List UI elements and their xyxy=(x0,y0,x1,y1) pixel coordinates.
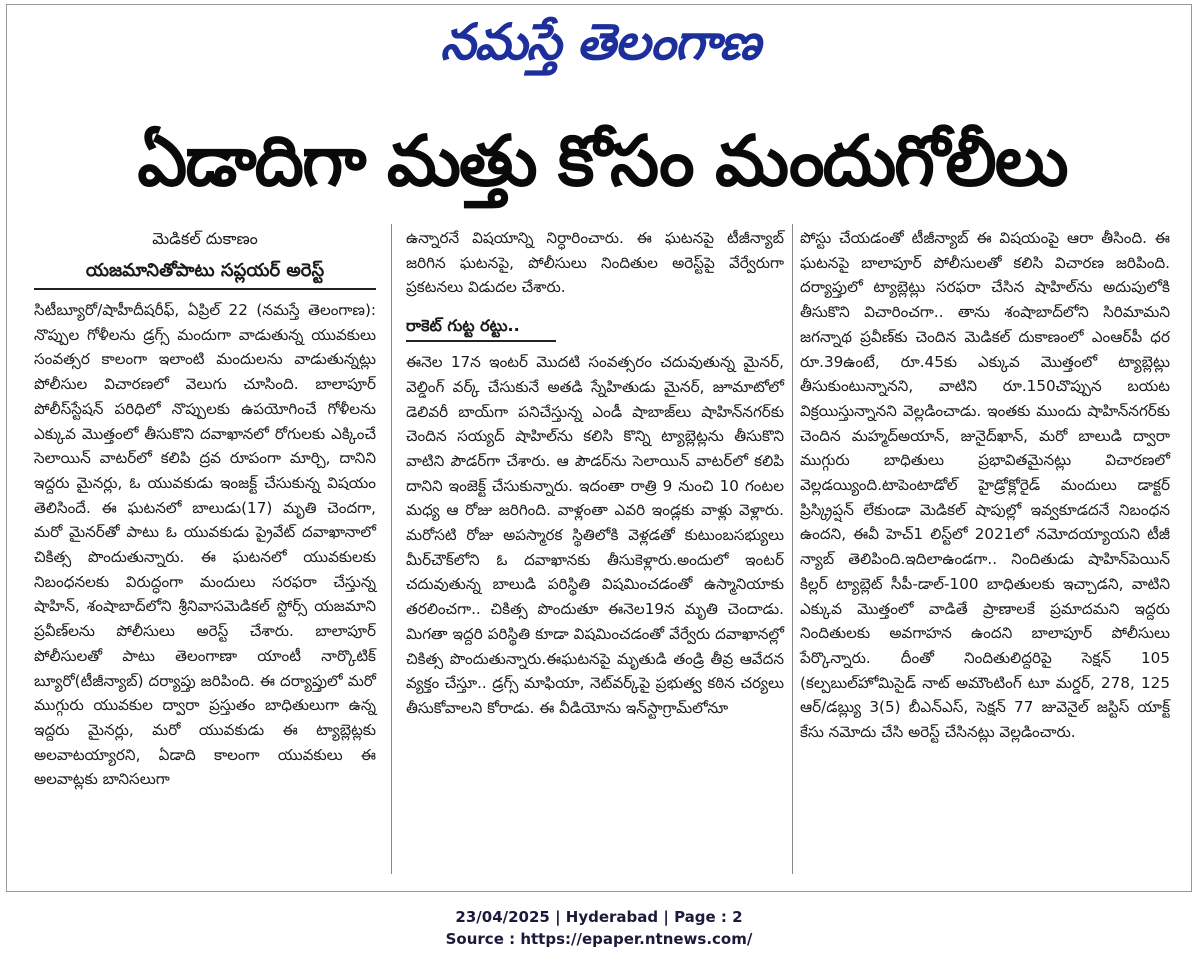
masthead xyxy=(7,5,1193,79)
article-paragraph: ఈనెల 17న ఇంటర్ మొదటి సంవత్సరం చదువుతున్న మైనర్, వెల్డింగ్ వర్క్ చేసుకునే అతడి స్నేహితుడు మైనర్, జూమాటోలో డెలివరీ బాయ్‌గా పనిచేస్తున్న ఎండీ షాబాజ్‌లు షాహిన్‌నగర్‌కు చెందిన సయ్యద్ షాహిల్‌ను కలిసి కొన్ని ట్యాబ్లెట్లను తీసుకొని వాటిని పౌడర్‌గా చేశారు. ఆ పౌడర్‌ను సెలాయిన్ వాటర్‌లో కలిపి దానిని ఇంజెక్ట్ చేసుకున్నారు. ఇదంతా రాత్రి 9 నుంచి 10 గంటల మధ్య ఆ రోజు జరిగింది. వాళ్లంతా ఎవరి ఇండ్లకు వాళ్లు వెళ్లారు. మరోసటి రోజు అపస్మారక స్థితిలోకి వెళ్లడతో కుటుంబసభ్యులు మీర్‌చౌక్‌లోని ఓ దవాఖానకు తీసుకెళ్లారు.అందులో ఇంటర్ చదువుతున్న బాలుడి పరిస్థితి విషమించడంతో ఉస్మానియాకు తరలించగా.. చికిత్స పొందుతూ ఈనెల19న మృతి చెందాడు. మిగతా ఇద్దరి పరిస్థితి కూడా విషమించడంతో వేర్వేరు దవాఖానల్లో చికిత్స పొందుతున్నారు.ఈఘటనపై మృతుడి తండ్రి తీవ్ర ఆవేదన వ్యక్తం చేస్తూ.. డ్రగ్స్ మాఫియా, నెట్‌వర్క్‌పై ప్రభుత్వ కఠిన చర్యలు తీసుకోవాలని కోరాడు. ఈ వీడియోను ఇన్‌స్టాగ్రామ్‌లోనూ xyxy=(406,353,784,717)
column-divider xyxy=(792,224,793,874)
article-column-2 xyxy=(406,226,784,721)
headline: ఏడాదిగా మత్తు కోసం మందుగోలీలు xyxy=(137,120,1067,202)
masthead-logo: నమస్తే తెలంగాణ xyxy=(440,13,760,71)
section-heading: రాకెట్ గుట్ట రట్టు.. xyxy=(406,312,556,342)
sub-headline: యజమానితోపాటు సప్లయర్ అరెస్ట్ xyxy=(34,256,376,290)
article-paragraph: పోస్టు చేయడంతో టీజీన్యాబ్ ఈ విషయంపై ఆరా తీసింది. ఈ ఘటనపై బాలాపూర్ పోలీసులతో కలిసి విచారణ జరిపింది. దర్యాప్తులో ట్యాబ్లెట్లు సరఫరా చేసిన షాహిల్‌ను అదుపులోకి తీసుకొని విచారించగా.. తాను శంషాబాద్‌లోని సిరిమామని జగన్నాథ ప్రవీణ్‌కు చెందిన మెడికల్ దుకాణంలో ఎంఆర్‌పీ ధర రూ.39ఉంటే, రూ.45కు ఎక్కువ మొత్తంలో ట్యాబ్లెట్లు తీసుకుంటున్నానని, వాటిని రూ.150చొప్పున బయట విక్రయిస్తున్నానని వెల్లడించాడు. ఇంతకు ముందు షాహిన్‌నగర్‌కు చెందిన మహ్మద్అయాన్, జునైద్‌ఖాన్, మరో బాలుడి ద్వారా ముగ్గురు బాధితులు ప్రభావితమైనట్లు విచారణలో వెల్లడయ్యింది.టాపెంటాడోల్ హైడ్రోక్లోరైడ్ మందులు డాక్టర్ ప్రిస్క్రిప్షన్ లేకుండా మెడికల్ షాపుల్లో ఇవ్వకూడదనే నిబంధన ఉందని, ఈవీ హెచ్1 లిస్ట్‌లో 2021లో నమోదయ్యాయని టీజీ న్యాబ్ తెలిపింది.ఇదిలాఉండగా.. నిందితుడు షాహిన్‌పెయిన్ కిల్లర్ ట్యాబ్లెట్ సీపీ-డాల్-100 బాధితులకు ఇచ్చాడని, వాటిని ఎక్కువ మొత్తంలో వాడితే ప్రాణాలకే ప్రమాదమని ఇద్దరు నిందితులకు అవగాహన ఉందని బాలాపూర్ పోలీసులు పేర్కొన్నారు. దీంతో నిందితులిద్దరిపై సెక్షన్ 105 (కల్పబుల్‌హోమిసైడ్ నాట్ అమౌంటింగ్ టూ మర్డర్, 278, 125 ఆర్/డబ్ల్యు 3(5) బీఎన్ఎస్, సెక్షన్ 77 జువెనైల్ జస్టిస్ యాక్ట్ కేసు నమోదు చేసి అరెస్ట్ చేసినట్లు వెల్లడించారు. xyxy=(800,229,1170,742)
article-paragraph: ఉన్నారనే విషయాన్ని నిర్ధారించారు. ఈ ఘటనపై టీజీన్యాబ్ జరిగిన ఘటనపై, పోలీసులు నిందితుల అరెస్ట్‌పై వేర్వేరుగా ప్రకటనలు విడుదల చేశారు. xyxy=(406,229,784,297)
article-column-1 xyxy=(34,226,376,792)
article-paragraph: సిటీబ్యూరో/షాహీదీషరీఫ్, ఏప్రిల్ 22 (నమస్తే తెలంగాణ): నొప్పుల గోళీలను డ్రగ్స్ మందుగా వాడుతున్న యువకులు సంవత్సర కాలంగా ఇలాంటి మందులను వాడుతున్నట్లు పోలీసుల విచారణలో వెలుగు చూసింది. బాలాపూర్ పోలీస్‌స్టేషన్ పరిధిలో నొప్పులకు ఉపయోగించే గోళీలను ఎక్కువ మొత్తంలో తీసుకొని దవాఖానలో రోగులకు ఎక్కించే సెలాయిన్ వాటర్‌లో కలిపి ద్రవ రూపంగా మార్చి, దానిని ఇద్దరు మైనర్లు, ఓ యువకుడు ఇంజక్ట్ చేసుకున్న విషయం తెలిసిందే. ఈ ఘటనలో బాలుడు(17) మృతి చెందగా, మరో మైనర్‌తో పాటు ఓ యువకుడు ప్రైవేట్ దవాఖానాలో చికిత్స పొందుతున్నారు. ఈ ఘటనలో యువకులకు నిబంధనలకు విరుద్ధంగా మందులు సరఫరా చేస్తున్న షాహిన్, శంషాబాద్‌లోని శ్రీనివాసమెడికల్ స్టోర్స్ యజమాని ప్రవీణ్‌లను పోలీసులు అరెస్ట్ చేశారు. బాలాపూర్ పోలీసులతో పాటు తెలంగాణా యాంటీ నార్కొటిక్ బ్యూరో(టీజీన్యాబ్) దర్యాప్తు జరిపింది. ఈ దర్యాప్తులో మరో ముగ్గురు యువకుల ద్వారా ప్రస్తుతం బాధితులుగా ఉన్న ఇద్దరు మైనర్లు, మరో యువకుడు ఈ ట్యాబ్లెట్లకు అలవాటయ్యారని, ఏడాది కాలంగా యువకులు ఈ అలవాట్లకు బానిసలుగా xyxy=(34,301,376,789)
footer-source: Source : https://epaper.ntnews.com/ xyxy=(445,930,753,948)
column-divider xyxy=(391,224,392,874)
sub-kicker: మెడికల్ దుకాణం xyxy=(152,229,258,248)
footer-dateline: 23/04/2025 | Hyderabad | Page : 2 xyxy=(455,908,743,926)
article-column-3 xyxy=(800,226,1170,745)
